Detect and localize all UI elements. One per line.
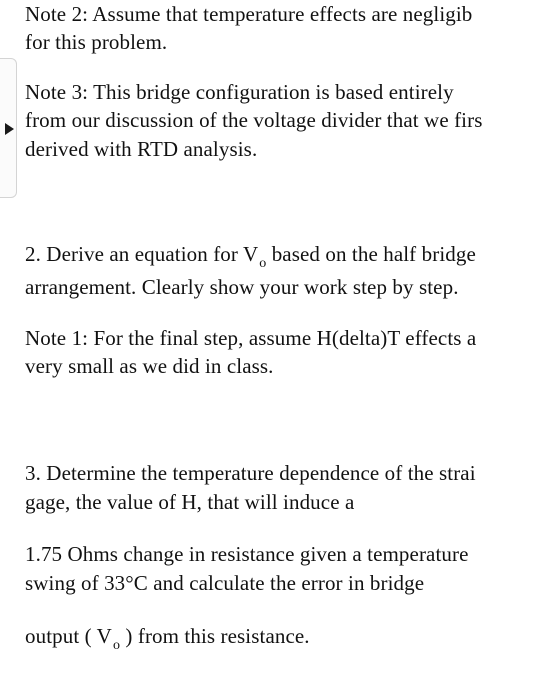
question-2-line-1-text: 2. Derive an equation for V [25,242,259,266]
question-2-line-1-rest: based on the half bridge [266,242,476,266]
note-3-line-2: from our discussion of the voltage divider that we firs [25,108,483,132]
question-3-line-4: swing of 33°C and calculate the error in bridge [25,571,425,595]
question-2-note-1-line-2: very small as we did in class. [25,354,274,378]
question-3-line-5-text: output ( V [25,624,112,648]
question-2-line-1 [25,242,476,271]
question-2-line-2: arrangement. Clearly show your work step by step. [25,275,459,299]
vo-subscript: o [259,256,267,271]
question-3-line-5-rest: ) from this resistance. [120,624,310,648]
question-3-line-5 [25,624,310,653]
question-3-line-2: gage, the value of H, that will induce a [25,490,355,514]
note-3-line-3: derived with RTD analysis. [25,137,258,161]
note-2-line-2: for this problem. [25,30,168,54]
question-2-note-1-line-1: Note 1: For the final step, assume H(delta)T effects a [25,326,477,350]
note-3-line-1: Note 3: This bridge configuration is based entirely [25,80,454,104]
play-triangle-icon[interactable] [5,123,14,135]
note-2-line-1: Note 2: Assume that temperature effects are negligib [25,2,473,26]
question-3-line-1: 3. Determine the temperature dependence of the strai [25,461,476,485]
question-3-line-3: 1.75 Ohms change in resistance given a temperature [25,542,469,566]
vo-subscript: o [112,638,121,653]
